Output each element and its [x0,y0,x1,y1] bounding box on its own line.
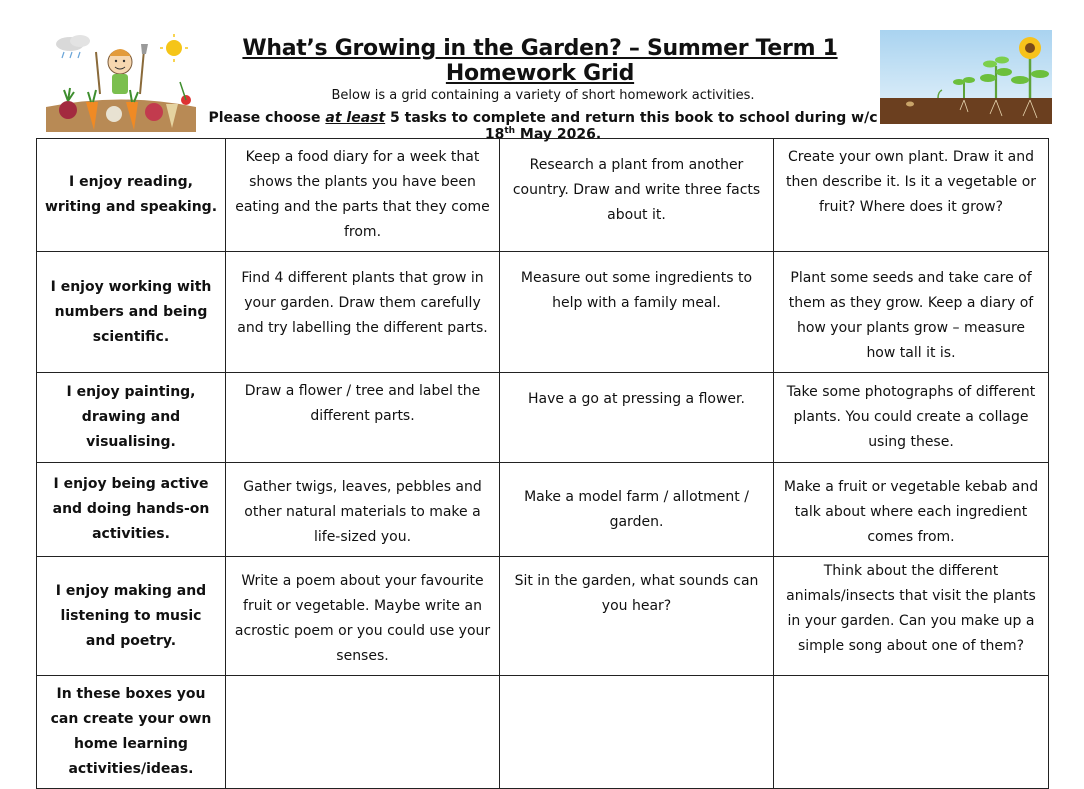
category-cell: I enjoy reading, writing and speaking. [37,139,226,252]
task-cell: Write a poem about your favourite fruit or vegetable. Maybe write an acrostic poem or you could use your senses. [226,557,500,676]
task-cell: Keep a food diary for a week that shows the plants you have been eating and the parts that they come from. [226,139,500,252]
category-cell: I enjoy making and listening to music and poetry. [37,557,226,676]
page-title: What’s Growing in the Garden? – Summer Term 1 Homework Grid [242,36,838,86]
grid-row [37,373,1049,463]
task-cell: Plant some seeds and take care of them as they grow. Keep a diary of how your plants grow – measure how tall it is. [774,252,1049,373]
grid-row [37,557,1049,676]
garden-vegetables-clipart [46,32,196,132]
empty-task-cell[interactable] [226,676,500,789]
category-cell: I enjoy painting, drawing and visualising. [37,373,226,463]
grid-row [37,676,1049,789]
empty-task-cell[interactable] [500,676,774,789]
task-cell: Create your own plant. Draw it and then describe it. Is it a vegetable or fruit? Where does it grow? [774,139,1049,252]
page-subtitle: Below is a grid containing a variety of short homework activities. [331,88,755,103]
category-cell: In these boxes you can create your own home learning activities/ideas. [37,676,226,789]
task-cell: Draw a flower / tree and label the different parts. [226,373,500,463]
grid-row [37,463,1049,557]
homework-grid [36,138,1049,789]
grid-row [37,252,1049,373]
task-cell: Make a model farm / allotment / garden. [500,463,774,557]
task-cell: Research a plant from another country. Draw and write three facts about it. [500,139,774,252]
category-cell: I enjoy being active and doing hands-on activities. [37,463,226,557]
instruction-text: Please choose at least 5 tasks to complete and return this book to school during w/c 18th May 2026. [208,110,878,143]
task-cell: Think about the different animals/insects that visit the plants in your garden. Can you make up a simple song about one of them? [774,557,1049,676]
task-cell: Have a go at pressing a flower. [500,373,774,463]
task-cell: Make a fruit or vegetable kebab and talk about where each ingredient comes from. [774,463,1049,557]
task-cell: Sit in the garden, what sounds can you hear? [500,557,774,676]
empty-task-cell[interactable] [774,676,1049,789]
task-cell: Find 4 different plants that grow in your garden. Draw them carefully and try labelling the different parts. [226,252,500,373]
task-cell: Measure out some ingredients to help with a family meal. [500,252,774,373]
plant-growth-stages-image [880,30,1052,124]
category-cell: I enjoy working with numbers and being scientific. [37,252,226,373]
task-cell: Take some photographs of different plants. You could create a collage using these. [774,373,1049,463]
task-cell: Gather twigs, leaves, pebbles and other natural materials to make a life-sized you. [226,463,500,557]
grid-row [37,139,1049,252]
